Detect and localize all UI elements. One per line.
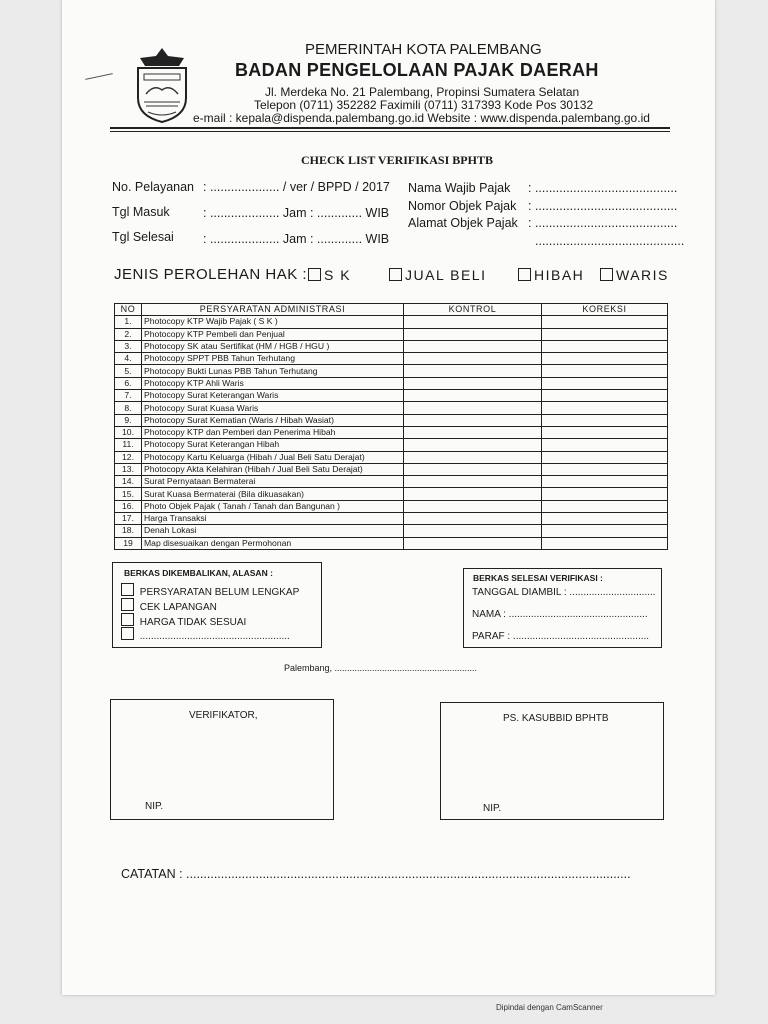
row-requirement: Photocopy KTP Wajib Pajak ( S K ) [142,316,404,328]
row-requirement: Photocopy KTP Pembeli dan Penjual [142,328,404,340]
persyaratan-table [114,303,668,550]
table-row [115,537,668,549]
row-koreksi-cell[interactable] [542,476,668,488]
row-kontrol-cell[interactable] [404,488,542,500]
reason-item[interactable] [121,613,246,628]
row-koreksi-cell[interactable] [542,377,668,389]
reason-checkbox[interactable] [121,627,134,640]
table-row [115,402,668,414]
paraf-field: PARAF : ................................................. [472,631,650,642]
table-row [115,377,668,389]
row-number: 8. [115,402,142,414]
row-kontrol-cell[interactable] [404,377,542,389]
option-waris[interactable] [600,267,669,283]
reason-checkbox[interactable] [121,583,134,596]
row-koreksi-cell[interactable] [542,402,668,414]
nama-field: NAMA : .................................................. [472,609,648,620]
row-kontrol-cell[interactable] [404,426,542,438]
row-kontrol-cell[interactable] [404,316,542,328]
row-koreksi-cell[interactable] [542,463,668,475]
table-row [115,451,668,463]
row-number: 2. [115,328,142,340]
row-koreksi-cell[interactable] [542,340,668,352]
row-kontrol-cell[interactable] [404,414,542,426]
city-emblem-logo [132,46,192,124]
nama-wp-label: Nama Wajib Pajak [408,181,511,195]
row-koreksi-cell[interactable] [542,513,668,525]
jenis-perolehan-label: JENIS PEROLEHAN HAK : [114,266,308,283]
header-address: Jl. Merdeka No. 21 Palembang, Propinsi Sumatera Selatan [265,85,580,99]
row-koreksi-cell[interactable] [542,488,668,500]
header-no: NO [115,304,142,316]
verifikator-signature-box [110,699,334,820]
row-number: 14. [115,476,142,488]
row-number: 13. [115,463,142,475]
row-koreksi-cell[interactable] [542,439,668,451]
reason-label: ...................................................... [139,631,290,642]
option-sk-label: S K [324,267,352,283]
header-contact: e-mail : kepala@dispenda.palembang.go.id Website : www.dispenda.palembang.go.id [193,111,650,125]
table-row [115,525,668,537]
row-koreksi-cell[interactable] [542,426,668,438]
table-row [115,500,668,512]
row-requirement: Surat Kuasa Bermaterai (Bila dikuasakan) [142,488,404,500]
option-waris-label: WARIS [616,267,669,283]
option-hibah-label: HIBAH [534,267,585,283]
table-row [115,353,668,365]
table-header-row [115,304,668,316]
row-koreksi-cell[interactable] [542,390,668,402]
catatan-line: CATATAN : ................................................................................................................................ [121,867,631,881]
option-jual-beli-label: JUAL BELI [405,267,487,283]
berkas-selesai-box [463,568,662,648]
row-number: 18. [115,525,142,537]
table-row [115,476,668,488]
option-jual-beli[interactable] [389,267,486,283]
table-row [115,316,668,328]
nama-wp-value: : ......................................... [528,181,678,195]
tgl-masuk-label: Tgl Masuk [112,205,170,219]
scan-footer: Dipindai dengan CamScanner [496,1003,603,1012]
place-date-line: Palembang, ......................................................... [284,663,478,673]
row-kontrol-cell[interactable] [404,525,542,537]
no-pelayanan-value: : .................... / ver / BPPD / 2017 [203,180,390,194]
table-body [115,316,668,550]
header-divider-thin [110,131,670,132]
header-koreksi: KOREKSI [542,304,668,316]
row-requirement: Photocopy KTP dan Pemberi dan Penerima Hibah [142,426,404,438]
table-row [115,340,668,352]
option-hibah[interactable] [518,267,584,283]
row-kontrol-cell[interactable] [404,390,542,402]
row-koreksi-cell[interactable] [542,414,668,426]
checkbox-sk[interactable] [308,268,321,281]
verifikator-title: VERIFIKATOR, [189,710,258,721]
row-number: 10. [115,426,142,438]
row-kontrol-cell[interactable] [404,500,542,512]
row-koreksi-cell[interactable] [542,500,668,512]
table-row [115,390,668,402]
kasubbid-title: PS. KASUBBID BPHTB [503,713,609,724]
reason-item[interactable] [121,583,299,598]
table-row [115,426,668,438]
selesai-title: BERKAS SELESAI VERIFIKASI : [473,573,603,583]
row-koreksi-cell[interactable] [542,365,668,377]
berkas-dikembalikan-box [112,562,322,648]
row-number: 15. [115,488,142,500]
row-koreksi-cell[interactable] [542,353,668,365]
header-divider [110,127,670,129]
reason-label: PERSYARATAN BELUM LENGKAP [139,587,300,598]
row-kontrol-cell[interactable] [404,340,542,352]
header-agency: BADAN PENGELOLAAN PAJAK DAERAH [235,60,599,80]
table-row [115,365,668,377]
header-persyaratan: PERSYARATAN ADMINISTRASI [142,304,404,316]
row-kontrol-cell[interactable] [404,402,542,414]
row-number: 3. [115,340,142,352]
row-number: 7. [115,390,142,402]
row-requirement: Map disesuaikan dengan Permohonan [142,537,404,549]
row-koreksi-cell[interactable] [542,316,668,328]
row-kontrol-cell[interactable] [404,365,542,377]
row-number: 6. [115,377,142,389]
row-requirement: Photocopy Surat Keterangan Waris [142,390,404,402]
tanggal-diambil-field: TANGGAL DIAMBIL : ............................... [472,587,656,598]
row-requirement: Harga Transaksi [142,513,404,525]
row-kontrol-cell[interactable] [404,463,542,475]
row-kontrol-cell[interactable] [404,353,542,365]
row-requirement: Surat Pernyataan Bermaterai [142,476,404,488]
table-row [115,488,668,500]
row-koreksi-cell[interactable] [542,525,668,537]
kasubbid-signature-box [440,702,664,820]
checkbox-jual-beli[interactable] [389,268,402,281]
row-requirement: Photocopy SPPT PBB Tahun Terhutang [142,353,404,365]
tgl-selesai-label: Tgl Selesai [112,230,174,244]
row-koreksi-cell[interactable] [542,328,668,340]
row-number: 11. [115,439,142,451]
row-kontrol-cell[interactable] [404,513,542,525]
row-requirement: Photocopy Akta Kelahiran (Hibah / Jual Beli Satu Derajat) [142,463,404,475]
row-number: 9. [115,414,142,426]
table-row [115,513,668,525]
row-kontrol-cell[interactable] [404,328,542,340]
header-phone: Telepon (0711) 352282 Faximili (0711) 317393 Kode Pos 30132 [254,98,594,112]
checkbox-waris[interactable] [600,268,613,281]
tgl-selesai-value: : .................... Jam : ............. WIB [203,232,390,246]
row-requirement: Photocopy SK atau Sertifikat (HM / HGB / HGU ) [142,340,404,352]
alamat-op-label: Alamat Objek Pajak [408,216,518,230]
reason-item[interactable] [121,627,290,642]
row-requirement: Photocopy Kartu Keluarga (Hibah / Jual Beli Satu Derajat) [142,451,404,463]
header-government: PEMERINTAH KOTA PALEMBANG [305,41,542,58]
row-number: 17. [115,513,142,525]
document-title: CHECK LIST VERIFIKASI BPHTB [301,153,493,167]
row-kontrol-cell[interactable] [404,537,542,549]
row-koreksi-cell[interactable] [542,537,668,549]
dikembalikan-title: BERKAS DIKEMBALIKAN, ALASAN : [124,568,273,578]
alamat-op-value-line2: ........................................... [535,234,685,248]
reason-checkbox[interactable] [121,598,134,611]
row-kontrol-cell[interactable] [404,451,542,463]
row-number: 5. [115,365,142,377]
row-requirement: Photocopy Surat Keterangan Hibah [142,439,404,451]
row-requirement: Photocopy Surat Kematian (Waris / Hibah Wasiat) [142,414,404,426]
row-number: 16. [115,500,142,512]
row-requirement: Photocopy KTP Ahli Waris [142,377,404,389]
tgl-masuk-value: : .................... Jam : ............. WIB [203,206,390,220]
table-row [115,463,668,475]
no-pelayanan-label: No. Pelayanan [112,180,195,194]
header-kontrol: KONTROL [404,304,542,316]
table-row [115,439,668,451]
option-sk[interactable] [308,267,351,283]
row-number: 4. [115,353,142,365]
row-number: 12. [115,451,142,463]
alamat-op-value: : ......................................... [528,216,678,230]
nomor-op-value: : ......................................... [528,199,678,213]
verifikator-nip: NIP. [145,801,164,812]
kasubbid-nip: NIP. [483,803,502,814]
row-kontrol-cell[interactable] [404,439,542,451]
checkbox-hibah[interactable] [518,268,531,281]
reason-checkbox[interactable] [121,613,134,626]
nomor-op-label: Nomor Objek Pajak [408,199,517,213]
row-requirement: Photocopy Bukti Lunas PBB Tahun Terhutang [142,365,404,377]
table-row [115,414,668,426]
row-number: 1. [115,316,142,328]
reason-item[interactable] [121,598,217,613]
reason-label: CEK LAPANGAN [139,602,217,613]
row-requirement: Photocopy Surat Kuasa Waris [142,402,404,414]
table-row [115,328,668,340]
row-requirement: Photo Objek Pajak ( Tanah / Tanah dan Bangunan ) [142,500,404,512]
row-koreksi-cell[interactable] [542,451,668,463]
row-number: 19 [115,537,142,549]
row-requirement: Denah Lokasi [142,525,404,537]
reason-label: HARGA TIDAK SESUAI [139,617,247,628]
row-kontrol-cell[interactable] [404,476,542,488]
